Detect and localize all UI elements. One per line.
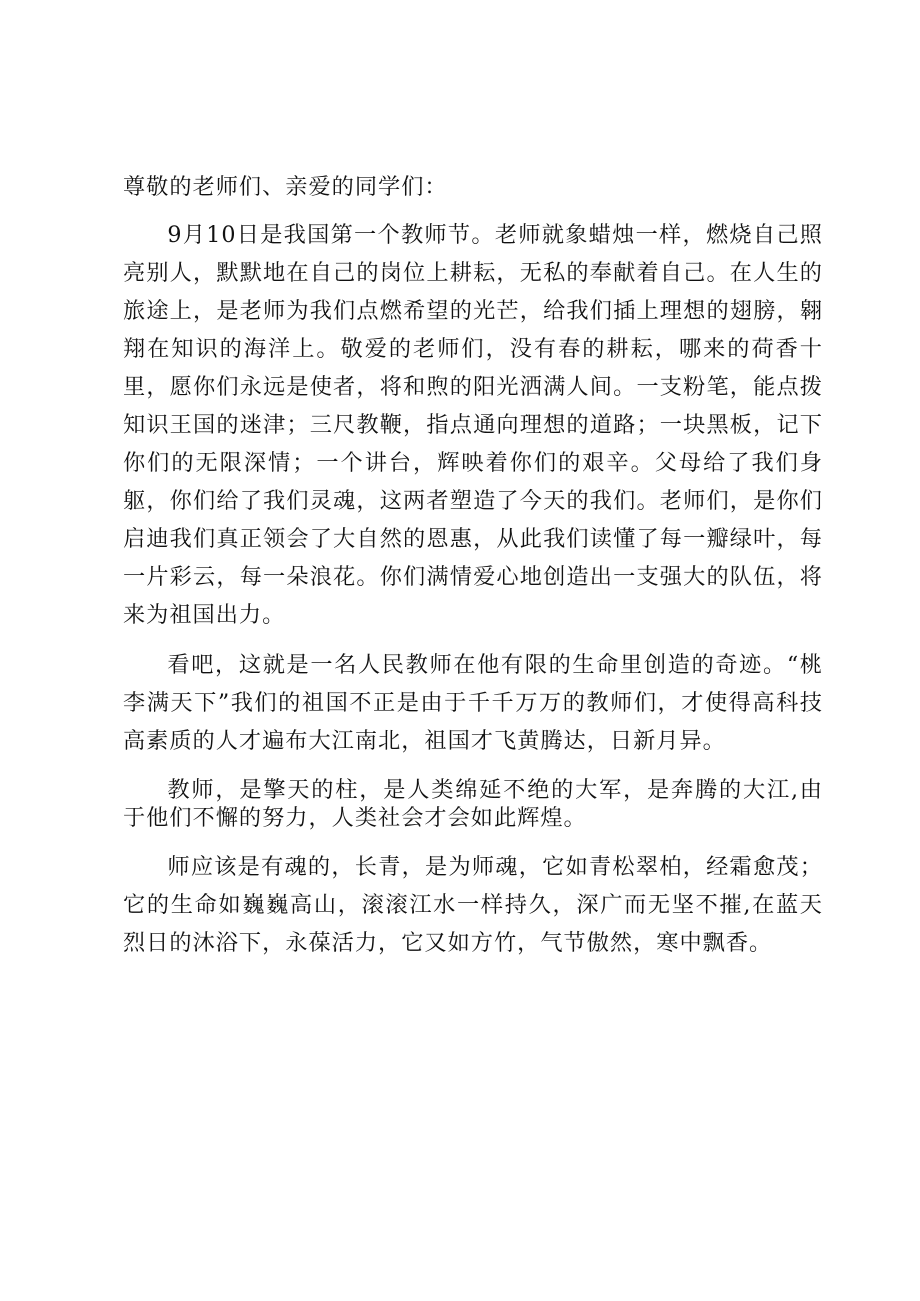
paragraph-miracle: 看吧，这就是一名人民教师在他有限的生命里创造的奇迹。“桃李满天下”我们的祖国不正是由于千千万万的教师们，才使得高科技高素质的人才遍布大江南北，祖国才飞黄腾达，日新月异。	[123, 652, 823, 754]
salutation: 尊敬的老师们、亲爱的同学们：	[123, 174, 448, 200]
paragraph-teacher-soul: 师应该是有魂的，长青，是为师魂，它如青松翠柏，经霜愈茂；它的生命如巍巍高山，滚滚江水一样持久，深广而无坚不摧,在蓝天烈日的沐浴下，永葆活力，它又如方竹，气节傲然，寒中飘香。	[123, 854, 823, 956]
document-body	[123, 168, 823, 962]
paragraph-teachers-day: 9月10日是我国第一个教师节。老师就象蜡烛一样，燃烧自己照亮别人，默默地在自己的岗位上耕耘，无私的奉献着自己。在人生的旅途上，是老师为我们点燃希望的光芒，给我们插上理想的翅膀，翱翔在知识的海洋上。敬爱的老师们，没有春的耕耘，哪来的荷香十里，愿你们永远是使者，将和煦的阳光洒满人间。一支粉笔，能点拨知识王国的迷津；三尺教鞭，指点通向理想的道路；一块黑板，记下你们的无限深情；一个讲台，辉映着你们的艰辛。父母给了我们身躯，你们给了我们灵魂，这两者塑造了今天的我们。老师们，是你们启迪我们真正领会了大自然的恩惠，从此我们读懂了每一瓣绿叶，每一片彩云，每一朵浪花。你们满情爱心地创造出一支强大的队伍，将来为祖国出力。	[123, 222, 823, 628]
paragraph-pillar: 教师，是擎天的柱，是人类绵延不绝的大军，是奔腾的大江,由于他们不懈的努力，人类社会才会如此辉煌。	[123, 777, 823, 831]
